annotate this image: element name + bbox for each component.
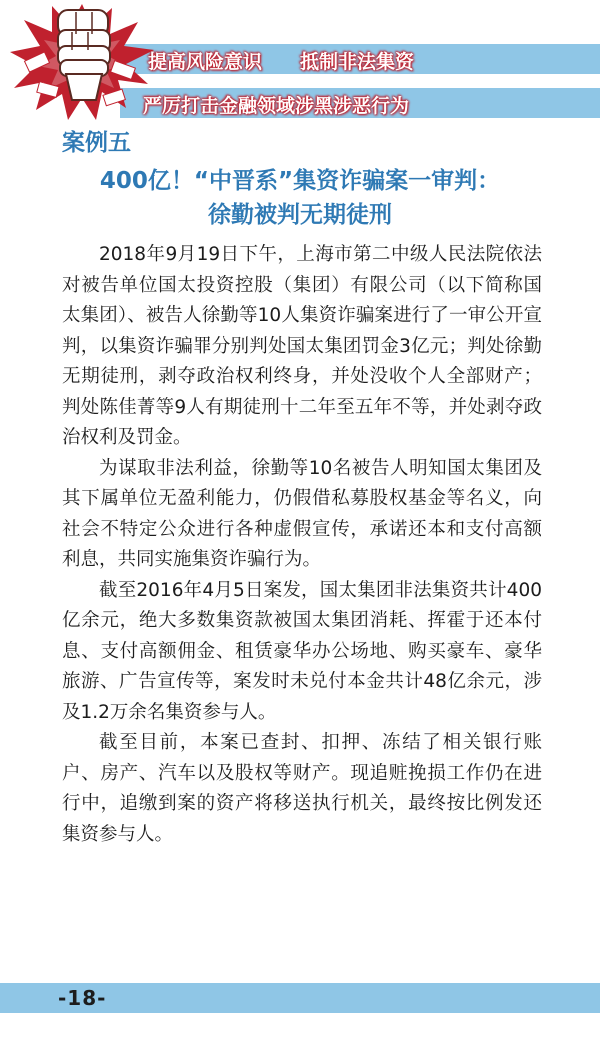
paragraph-amount: 截至2016年4月5日案发，国太集团非法集资共计400亿余元，绝大多数集资款被国太集团消耗、挥霍于还本付息、支付高额佣金、租赁豪华办公场地、购买豪车、豪华旅游、广告宣传等，案发时未兑付本金共计48亿余元，涉及1.2万余名集资参与人。 bbox=[62, 579, 542, 723]
slogan-crack-down-financial-crime: 严厉打击金融领域涉黑涉恶行为 bbox=[143, 95, 410, 117]
slogan-resist-illegal-fundraising: 抵制非法集资 bbox=[300, 51, 415, 73]
article-title-line-2: 徐勤被判无期徒刑 bbox=[208, 202, 392, 228]
article-title-line-1: 400亿！“中晋系”集资诈骗案一审判： bbox=[99, 168, 501, 194]
fist-burst-icon bbox=[8, 0, 156, 122]
page-number: -18- bbox=[58, 986, 107, 1010]
paragraph-scheme: 为谋取非法利益，徐勤等10名被告人明知国太集团及其下属单位无盈利能力，仍假借私募股权基金等名义，向社会不特定公众进行各种虚假宣传，承诺还本和支付高额利息，共同实施集资诈骗行为。 bbox=[62, 457, 542, 570]
paragraph-recovery: 截至目前，本案已查封、扣押、冻结了相关银行账户、房产、汽车以及股权等财产。现追赃挽损工作仍在进行中，追缴到案的资产将移送执行机关，最终按比例发还集资参与人。 bbox=[62, 732, 542, 845]
article-body bbox=[62, 240, 542, 850]
header bbox=[0, 0, 600, 125]
case-label: 案例五 bbox=[62, 130, 131, 156]
slogan-raise-risk-awareness: 提高风险意识 bbox=[148, 51, 263, 73]
paragraph-verdict: 2018年9月19日下午，上海市第二中级人民法院依法对被告单位国太投资控股（集团）有限公司（以下简称国太集团）、被告人徐勤等10人集资诈骗案进行了一审公开宣判，以集资诈骗罪分别判处国太集团罚金3亿元；判处徐勤无期徒刑，剥夺政治权利终身，并处没收个人全部财产；判处陈佳菁等9人有期徒刑十二年至五年不等，并处剥夺政治权利及罚金。 bbox=[62, 244, 542, 448]
